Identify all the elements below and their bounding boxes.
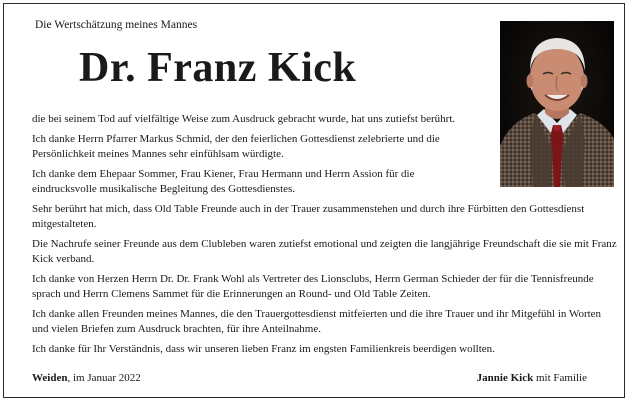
paragraph: Ich danke allen Freunden meines Mannes, die den Trauergottesdienst mitfeierten und die ihre Trauer und ihr Mitgefühl in Worten und vielen Briefen zum Ausdruck brachten, für ihre Anteilnahme. [32,308,602,335]
paragraph: Die Nachrufe seiner Freunde aus dem Clubleben waren zutiefst emotional und zeigten die langjährige Freundschaft die sie mit Franz Kick verband. [32,238,617,265]
obituary-notice [3,3,625,398]
signer-suffix: mit Familie [533,372,587,384]
paragraph: die bei seinem Tod auf vielfältige Weise zum Ausdruck gebracht wurde, hat uns zutiefst berührt. [32,113,456,125]
paragraph: Ich danke von Herzen Herrn Dr. Dr. Frank Wohl als Vertreter des Lionsclubs, Herrn German Schieder der für die Tennisfreunde sprach und Herrn Clemens Sammet für die Erinnerungen an Round- und Old Table Zeiten. [32,273,594,300]
paragraph: Ich danke für Ihr Verständnis, dass wir unseren lieben Franz im engsten Familienkreis beerdigen wollten. [32,343,495,355]
thank-you-text [32,112,617,362]
signer-name: Jannie Kick [476,372,534,384]
intro-line: Die Wertschätzung meines Mannes [35,19,198,31]
place-and-date [32,371,141,385]
paragraph: Sehr berührt hat mich, dass Old Table Freunde auch in der Trauer zusammenstehen und durch ihre Fürbitten den Gottesdienst mitgestalteten. [32,203,585,230]
date: , im Januar 2022 [67,372,141,384]
paragraph: Ich danke Herrn Pfarrer Markus Schmid, der den feierlichen Gottesdienst zelebrierte und die Persönlichkeit meines Mannes sehr einfühlsam würdigte. [32,133,440,160]
deceased-name: Dr. Franz Kick [79,45,357,91]
paragraph: Ich danke dem Ehepaar Sommer, Frau Kiener, Frau Hermann und Herrn Assion für die eindrucksvolle musikalische Begleitung des Gottesdienstes. [32,168,415,195]
signer [477,371,587,385]
place: Weiden [32,372,68,384]
